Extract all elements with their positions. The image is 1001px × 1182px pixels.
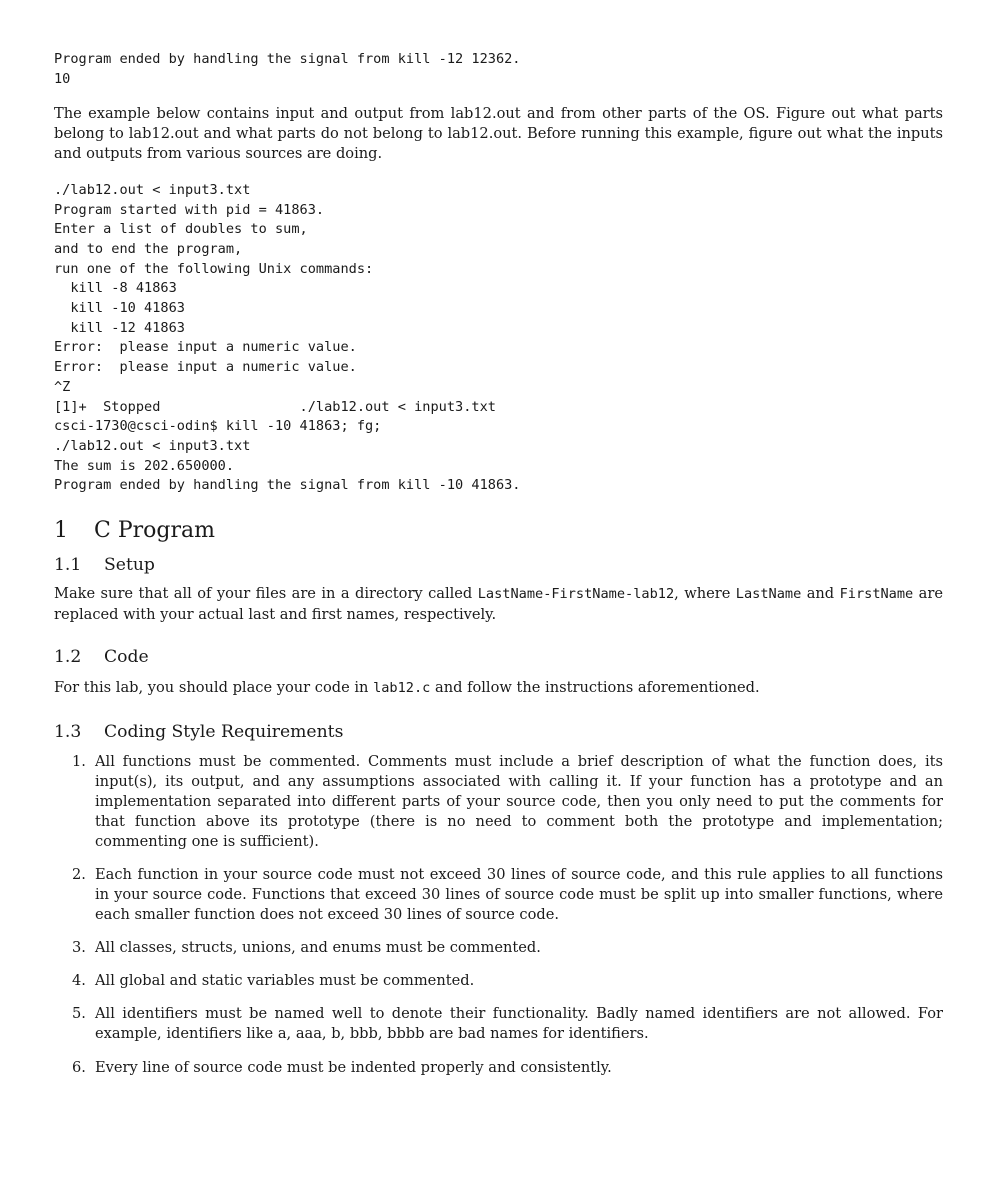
subsection-title: Setup bbox=[104, 555, 155, 576]
setup-text: Make sure that all of your files are in a directory called bbox=[54, 585, 478, 603]
list-item bbox=[54, 865, 943, 924]
subsection-heading-coding-style bbox=[54, 721, 943, 743]
subsection-number: 1.1 bbox=[54, 555, 82, 576]
example-code-block: ./lab12.out < input3.txt Program started with pid = 41863. Enter a list of doubles to sum, and to end the program, run one of the following Unix commands: kill -8 41863 kill -10 41863 kill -12 41863 Error: please input a numeric value. Error: please input a numeric value. ^Z [1]+ Stopped ./lab12.out < input3.txt csci-1730@csci-odin$ kill -10 41863; fg; ./lab12.out < input3.txt The sum is 202.650000. Program ended by handling the signal from kill -10 41863. bbox=[54, 181, 521, 494]
list-item-number: 2. bbox=[72, 865, 86, 883]
lastname-code: LastName bbox=[735, 586, 802, 603]
setup-text: are replaced with your actual last and first names, respectively. bbox=[54, 585, 943, 623]
list-item-text: All global and static variables must be commented. bbox=[95, 972, 475, 990]
code-text: For this lab, you should place your code in bbox=[54, 678, 374, 696]
list-item bbox=[54, 752, 943, 851]
document-page bbox=[54, 50, 943, 1091]
section-number: 1 bbox=[54, 518, 68, 544]
subsection-title: Coding Style Requirements bbox=[104, 722, 344, 743]
code-text: and follow the instructions aforementioned. bbox=[430, 678, 760, 696]
list-item bbox=[54, 1058, 943, 1078]
subsection-number: 1.3 bbox=[54, 722, 82, 743]
intro-paragraph: The example below contains input and output from lab12.out and from other parts of the OS. Figure out what parts belong to lab12.out and what parts do not belong to lab12.out. Before running this example, figure out what the inputs and outputs from various sources are doing. bbox=[54, 105, 943, 162]
setup-paragraph bbox=[54, 584, 943, 625]
list-item-number: 6. bbox=[72, 1058, 86, 1076]
list-item-number: 1. bbox=[72, 753, 86, 771]
source-filename: lab12.c bbox=[373, 679, 431, 696]
subsection-number: 1.2 bbox=[54, 646, 82, 667]
requirements-list bbox=[54, 752, 943, 1077]
section-heading-c-program bbox=[54, 517, 943, 545]
list-item-text: All identifiers must be named well to denote their functionality. Badly named identifiers are not allowed. For example, identifiers like a, aaa, b, bbb, bbbb are bad names for identifiers. bbox=[95, 1005, 943, 1043]
setup-text: and bbox=[801, 585, 840, 603]
list-item-number: 5. bbox=[72, 1005, 86, 1023]
firstname-code: FirstName bbox=[839, 586, 914, 603]
list-item-text: Each function in your source code must not exceed 30 lines of source code, and this rule applies to all functions in your source code. Functions that exceed 30 lines of source code must be split up into smaller functions, where each smaller function does not exceed 30 lines of source code. bbox=[95, 865, 943, 923]
list-item bbox=[54, 1004, 943, 1044]
list-item bbox=[54, 938, 943, 958]
section-title: C Program bbox=[94, 518, 215, 544]
setup-text: , where bbox=[674, 585, 736, 603]
list-item-number: 3. bbox=[72, 938, 86, 956]
directory-name: LastName-FirstName-lab12 bbox=[477, 586, 675, 603]
list-item-text: All classes, structs, unions, and enums must be commented. bbox=[95, 938, 541, 956]
top-code-block: Program ended by handling the signal from kill -12 12362. 10 bbox=[54, 51, 521, 87]
list-item bbox=[54, 971, 943, 991]
subsection-heading-setup bbox=[54, 554, 943, 576]
list-item-number: 4. bbox=[72, 972, 86, 990]
subsection-title: Code bbox=[104, 646, 149, 667]
subsection-heading-code bbox=[54, 646, 943, 668]
list-item-text: All functions must be commented. Comments must include a brief description of what the function does, its input(s), its output, and any assumptions associated with calling it. If your function has a prototype and an implementation separated into different parts of your source code, then you only need to put the comments for that function above its prototype (there is no need to comment both the prototype and implementation; commenting one is sufficient). bbox=[95, 753, 943, 850]
list-item-text: Every line of source code must be indented properly and consistently. bbox=[95, 1058, 612, 1076]
code-paragraph bbox=[54, 678, 943, 699]
